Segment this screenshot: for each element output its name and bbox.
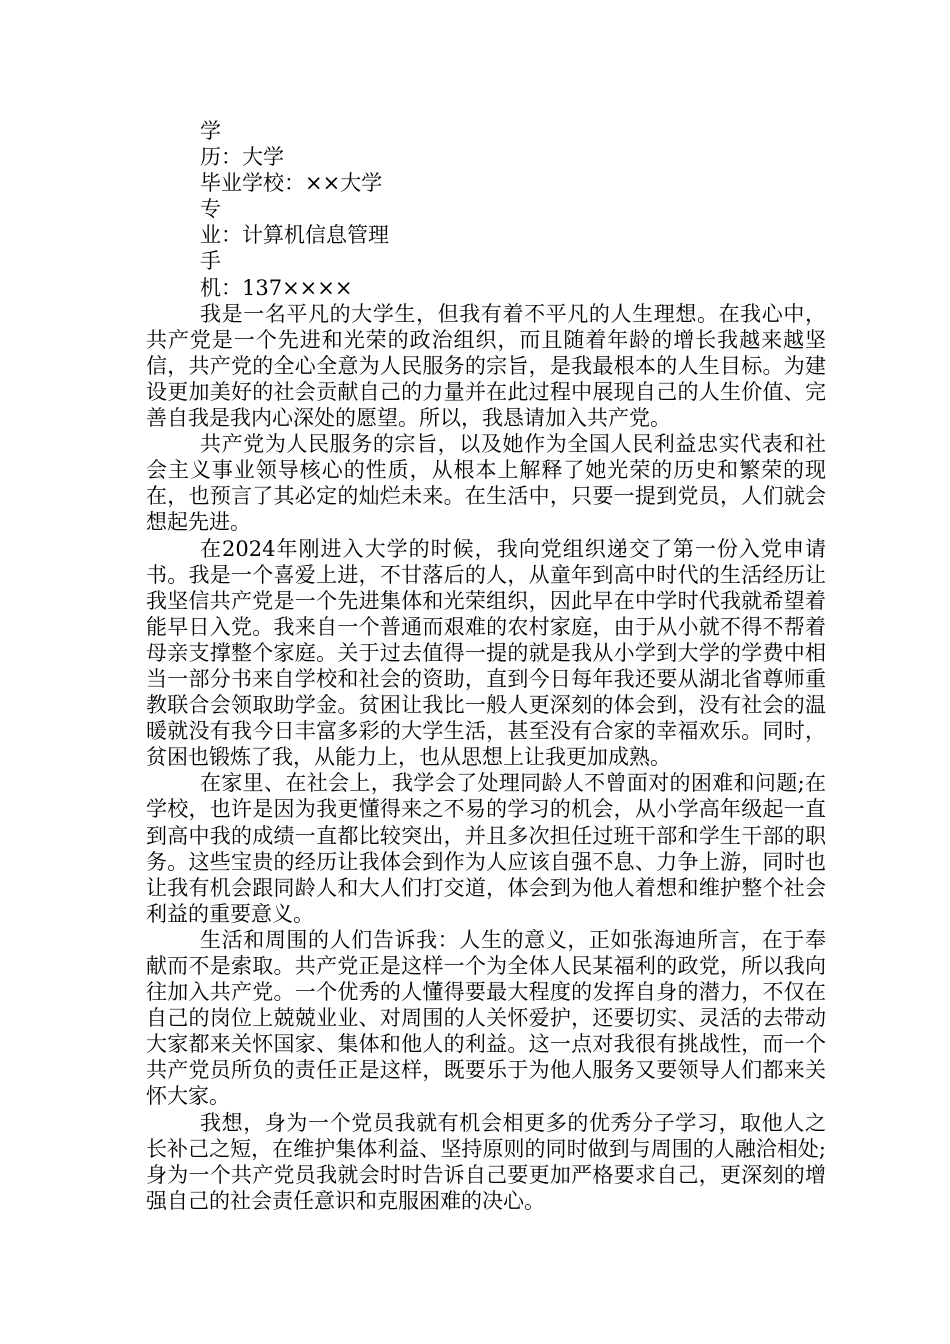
paragraph-3: 在2024年刚进入大学的时候，我向党组织递交了第一份入党申请书。我是一个喜爱上进，不甘落后的人，从童年到高中时代的生活经历让我坚信共产党是一个先进集体和光荣组织，因此早在中学时代我就希望着能早日入党。我来自一个普通而艰难的农村家庭，由于从小就不得不帮着母亲支撑整个家庭。关于过去值得一提的就是我从小学到大学的学费中相当一部分书来自学校和社会的资助，直到今日每年我还要从湖北省尊师重教联合会领取助学金。贫困让我比一般人更深刻的体会到，没有社会的温暖就没有我今日丰富多彩的大学生活，甚至没有合家的幸福欢乐。同时，贫困也锻炼了我，从能力上，也从思想上让我更加成熟。 <box>146 536 826 770</box>
paragraph-5: 生活和周围的人们告诉我：人生的意义，正如张海迪所言，在于奉献而不是索取。共产党正是这样一个为全体人民某福利的政党，所以我向往加入共产党。一个优秀的人懂得要最大程度的发挥自身的潜力，不仅在自己的岗位上兢兢业业、对周围的人关怀爱护，还要切实、灵活的去带动大家都来关怀国家、集体和他人的利益。这一点对我很有挑战性，而一个共产党员所负的责任正是这样，既要乐于为他人服务又要领导人们都来关怀大家。 <box>146 927 826 1109</box>
info-line-phone-2: 机：137×××× <box>200 275 353 300</box>
document-body <box>146 118 826 1214</box>
paragraph-6: 我想，身为一个党员我就有机会相更多的优秀分子学习，取他人之长补己之短，在维护集体利益、坚持原则的同时做到与周围的人融洽相处;身为一个共产党员我就会时时告诉自己要更加严格要求自己，更深刻的增强自己的社会责任意识和克服困难的决心。 <box>146 1110 826 1213</box>
paragraph-1: 我是一名平凡的大学生，但我有着不平凡的人生理想。在我心中，共产党是一个先进和光荣的政治组织，而且随着年龄的增长我越来越坚信，共产党的全心全意为人民服务的宗旨，是我最根本的人生目标。为建设更加美好的社会贡献自己的力量并在此过程中展现自己的人生价值、完善自我是我内心深处的愿望。所以，我恳请加入共产党。 <box>146 301 826 431</box>
info-line-education-2: 历：大学 <box>200 145 284 170</box>
info-line-education-1: 学 <box>200 119 221 143</box>
info-line-phone-1: 手 <box>200 249 221 274</box>
info-line-major-1: 专 <box>200 197 221 222</box>
paragraph-4: 在家里、在社会上，我学会了处理同龄人不曾面对的困难和问题;在学校，也许是因为我更懂得来之不易的学习的机会，从小学高年级起一直到高中我的成绩一直都比较突出，并且多次担任过班干部和学生干部的职务。这些宝贵的经历让我体会到作为人应该自强不息、力争上游，同时也让我有机会跟同龄人和大人们打交道，体会到为他人着想和维护整个社会利益的重要意义。 <box>146 771 826 926</box>
info-line-school: 毕业学校：××大学 <box>200 171 383 196</box>
info-block <box>146 118 826 301</box>
paragraph-2: 共产党为人民服务的宗旨，以及她作为全国人民利益忠实代表和社会主义事业领导核心的性质，从根本上解释了她光荣的历史和繁荣的现在，也预言了其必定的灿烂未来。在生活中，只要一提到党员，人们就会想起先进。 <box>146 432 826 535</box>
info-line-major-2: 业：计算机信息管理 <box>200 223 389 248</box>
